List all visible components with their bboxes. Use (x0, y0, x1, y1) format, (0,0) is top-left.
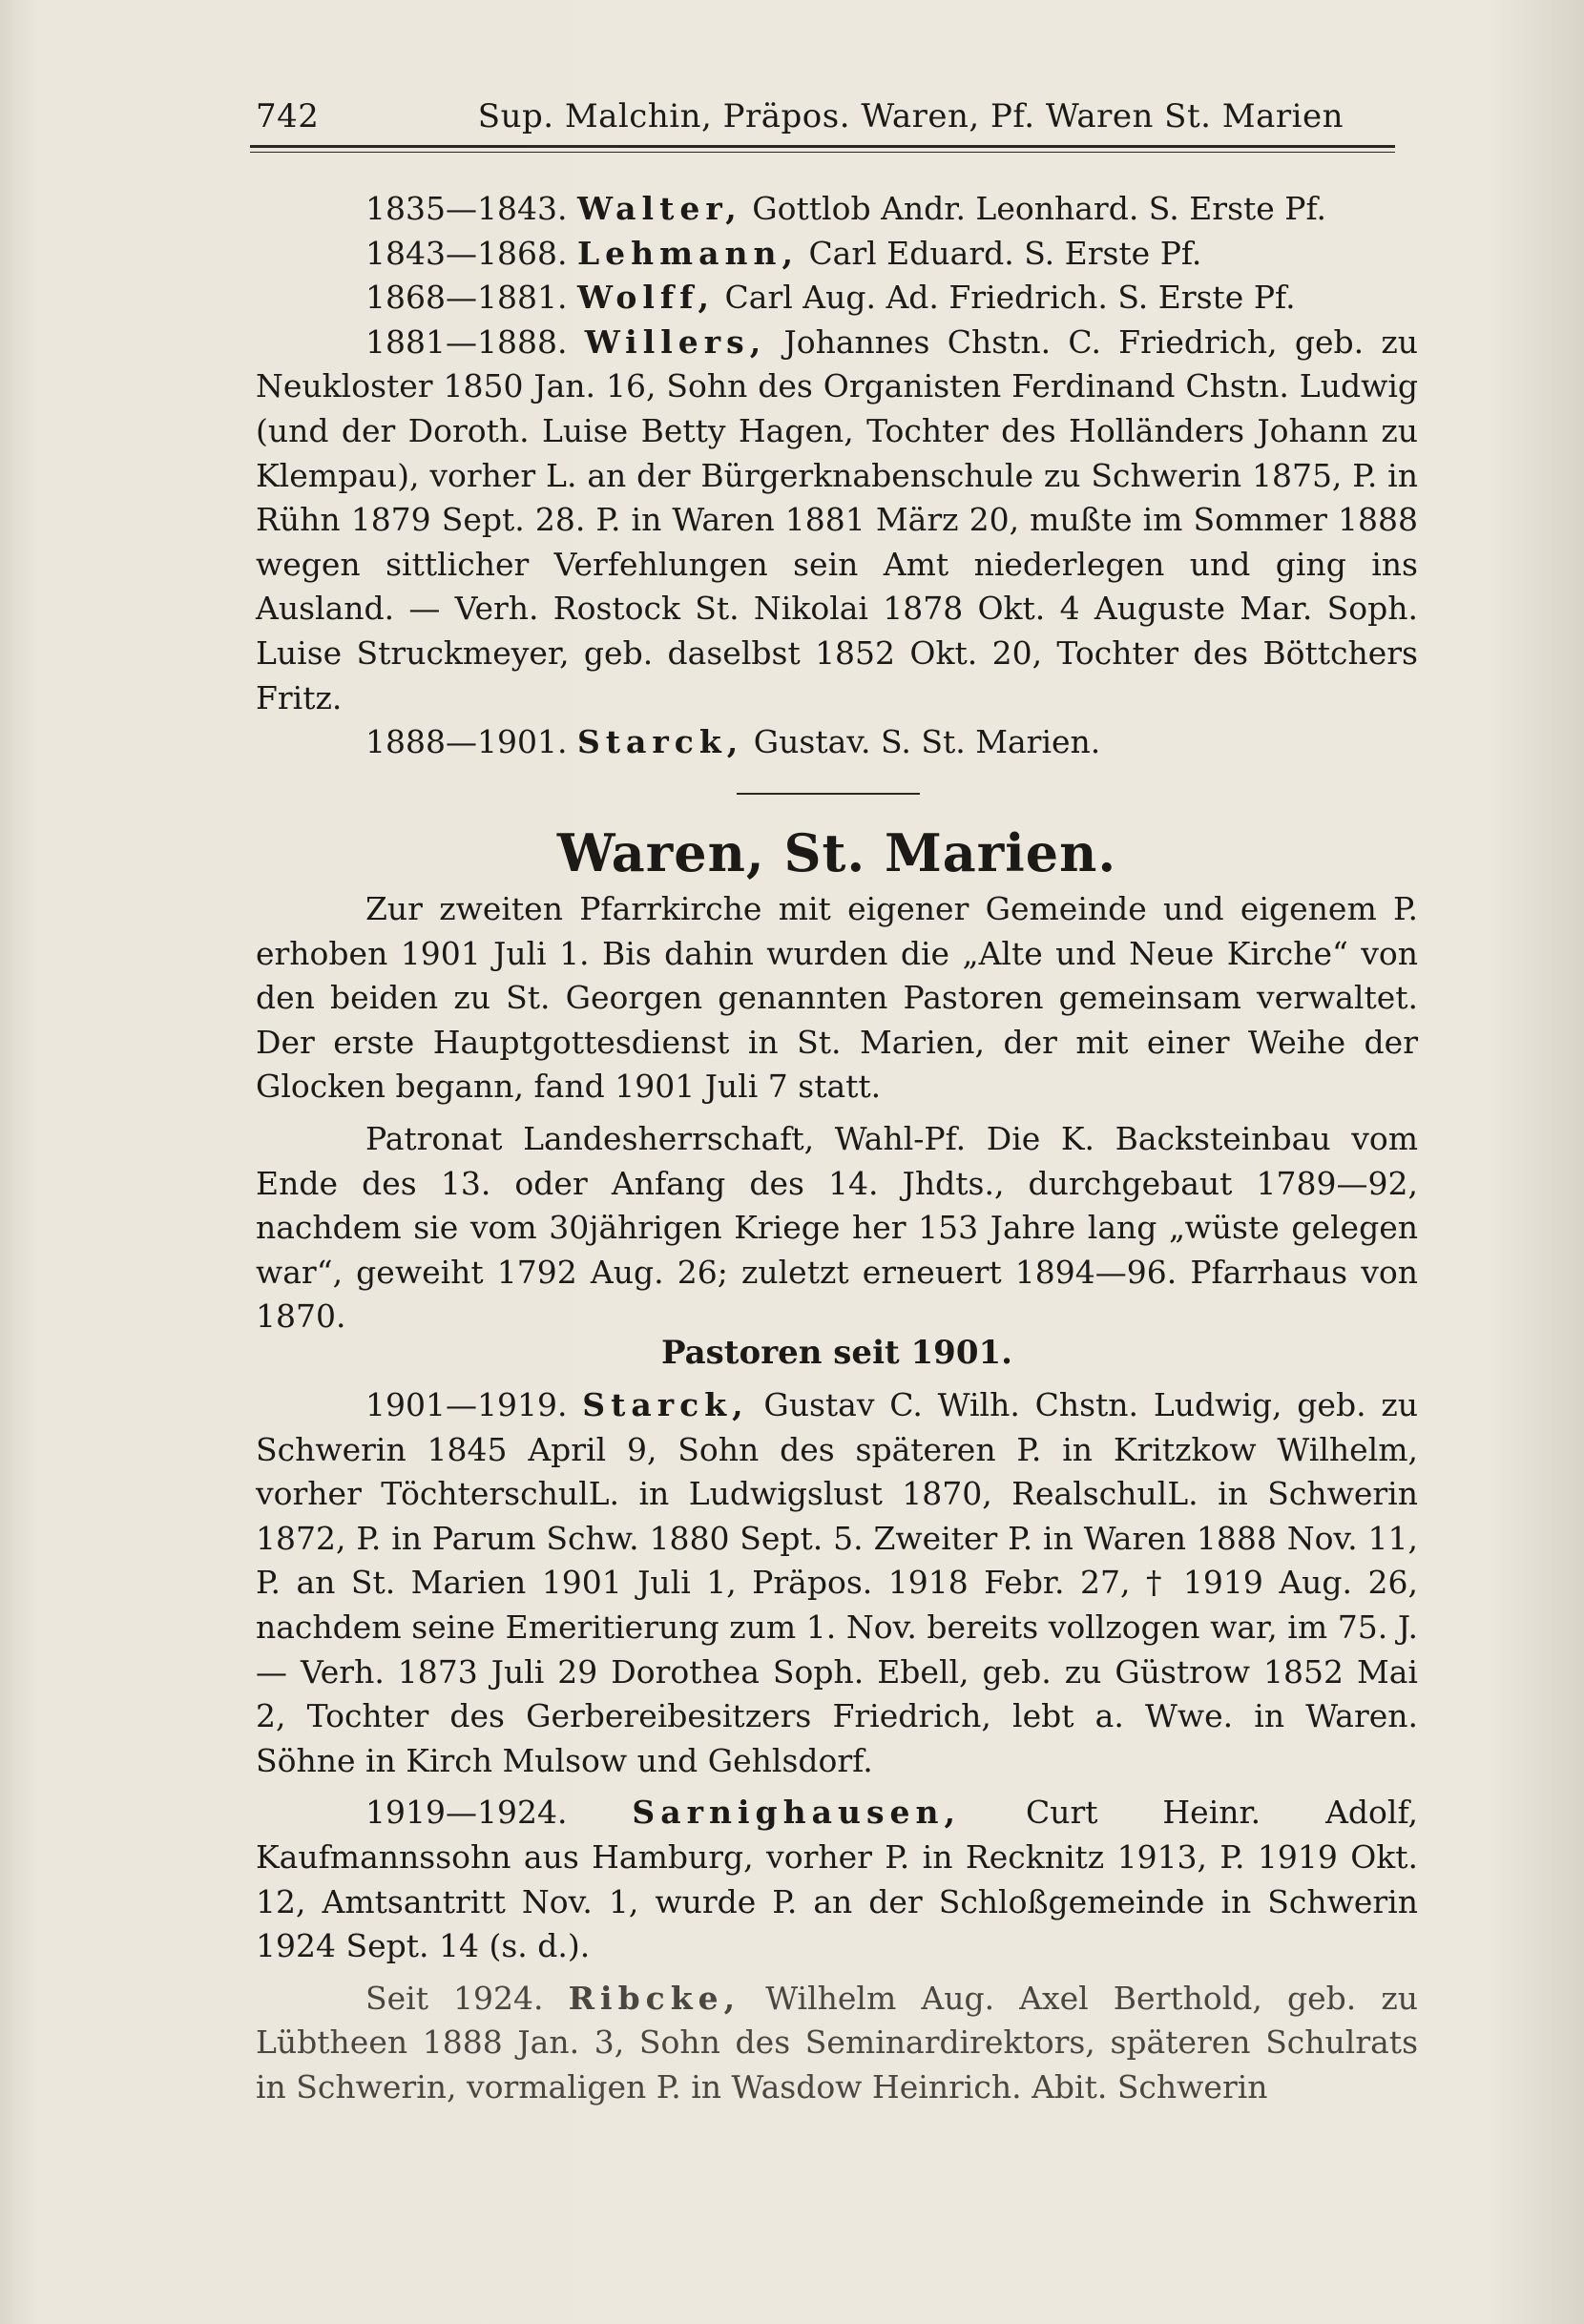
entry-1843 (256, 232, 1418, 277)
entry-1868 (256, 276, 1418, 321)
entry-text: Gustav. S. St. Marien. (753, 723, 1101, 761)
entry-text: Johannes Chstn. C. Friedrich, geb. zu Neukloster 1850 Jan. 16, Sohn des Organisten Ferdinand Chstn. Ludwig (und der Doroth. Luise Betty Hagen, Tochter des Holländers Johann zu Klempau), vorher L. an der Bürgerknabenschule zu Schwerin 1875, P. in Rühn 1879 Sept. 28. P. in Waren 1881 März 20, mußte im Sommer 1888 wegen sittlicher Verfehlungen sein Amt niederlegen und ging ins Ausland. — Verh. Rostock St. Nikolai 1878 Okt. 4 Auguste Mar. Soph. Luise Struckmeyer, geb. daselbst 1852 Okt. 20, Tochter des Böttchers Fritz. (256, 322, 1418, 716)
entry-text: Carl Aug. Ad. Friedrich. S. Erste Pf. (724, 279, 1296, 317)
pastor-entry-1924 (256, 1977, 1418, 2110)
entry-name: Willers, (584, 322, 767, 361)
entry-years: 1919—1924. (365, 1794, 568, 1832)
pastor-entry-1919 (256, 1791, 1418, 1968)
entry-text: Curt Heinr. Adolf, Kaufmannssohn aus Hamburg, vorher P. in Recknitz 1913, P. 1919 Okt. 12, Amtsantritt Nov. 1, wurde P. an der Schloßgemeinde in Schwerin 1924 Sept. 14 (s. d.). (256, 1794, 1418, 1965)
entry-years: 1835—1843. (365, 190, 568, 227)
entry-1888 (256, 720, 1418, 765)
entry-text: Wilhelm Aug. Axel Berthold, geb. zu Lübtheen 1888 Jan. 3, Sohn des Seminardirektors, späteren Schulrats in Schwerin, vormaligen P. in Wasdow Heinrich. Abit. Schwerin (256, 1979, 1418, 2106)
running-title: Sup. Malchin, Präpos. Waren, Pf. Waren St. Marien (477, 97, 1344, 135)
entry-name: Sarnighausen, (632, 1794, 962, 1832)
entry-text: Gottlob Andr. Leonhard. S. Erste Pf. (752, 190, 1327, 227)
section-divider (737, 793, 920, 795)
pastor-entry-1901 (256, 1383, 1418, 1783)
entry-years: 1843—1868. (365, 234, 568, 272)
pastors-subheading: Pastoren seit 1901. (660, 1334, 1012, 1372)
entry-name: Starck, (576, 723, 744, 761)
section-paragraph-1: Zur zweiten Pfarrkirche mit eigener Gemeinde und eigenem P. erhoben 1901 Juli 1. Bis dahin wurden die „Alte und Neue Kirche“ von den beiden zu St. Georgen genannten Pastoren gemeinsam verwaltet. Der erste Hauptgottesdienst in St. Marien, der mit einer Weihe der Glocken begann, fand 1901 Juli 7 statt. (256, 890, 1418, 1106)
entry-name: Ribcke, (568, 1979, 741, 2017)
section-body (256, 887, 1418, 1339)
entry-name: Lehmann, (576, 234, 799, 272)
header-rule (250, 145, 1395, 153)
entry-name: Wolff, (576, 279, 716, 317)
entry-1835 (256, 187, 1418, 232)
section-paragraph-2: Patronat Landesherrschaft, Wahl-Pf. Die K. Backsteinbau vom Ende des 13. oder Anfang des 14. Jhdts., durchgebaut 1789—92, nachdem sie vom 30jährigen Kriege her 153 Jahre lang „wüste gelegen war“, geweiht 1792 Aug. 26; zuletzt erneuert 1894—96. Pfarrhaus von 1870. (256, 1119, 1418, 1336)
entry-years: 1868—1881. (365, 279, 568, 317)
page-number: 742 (256, 97, 320, 135)
entry-years: 1881—1888. (365, 322, 568, 361)
entry-years: 1888—1901. (365, 723, 568, 761)
entry-name: Walter, (576, 190, 742, 227)
entry-name: Starck, (582, 1386, 749, 1423)
top-entries (256, 187, 1418, 765)
entry-years: Seit 1924. (365, 1979, 544, 2017)
entry-1881 (256, 321, 1418, 720)
entry-text: Gustav C. Wilh. Chstn. Ludwig, geb. zu Schwerin 1845 April 9, Sohn des späteren P. in Kritzkow Wilhelm, vorher TöchterschulL. in Ludwigslust 1870, RealschulL. in Schwerin 1872, P. in Parum Schw. 1880 Sept. 5. Zweiter P. in Waren 1888 Nov. 11, P. an St. Marien 1901 Juli 1, Präpos. 1918 Febr. 27, † 1919 Aug. 26, nachdem seine Emeritierung zum 1. Nov. bereits vollzogen war, im 75. J. — Verh. 1873 Juli 29 Dorothea Soph. Ebell, geb. zu Güstrow 1852 Mai 2, Tochter des Gerbereibesitzers Friedrich, lebt a. Wwe. in Waren. Söhne in Kirch Mulsow und Gehlsdorf. (256, 1386, 1418, 1779)
running-header (256, 97, 1344, 135)
section-title: Waren, St. Marien. (556, 822, 1117, 883)
pastor-entries (256, 1383, 1418, 2110)
entry-text: Carl Eduard. S. Erste Pf. (808, 234, 1202, 272)
entry-years: 1901—1919. (365, 1386, 568, 1423)
